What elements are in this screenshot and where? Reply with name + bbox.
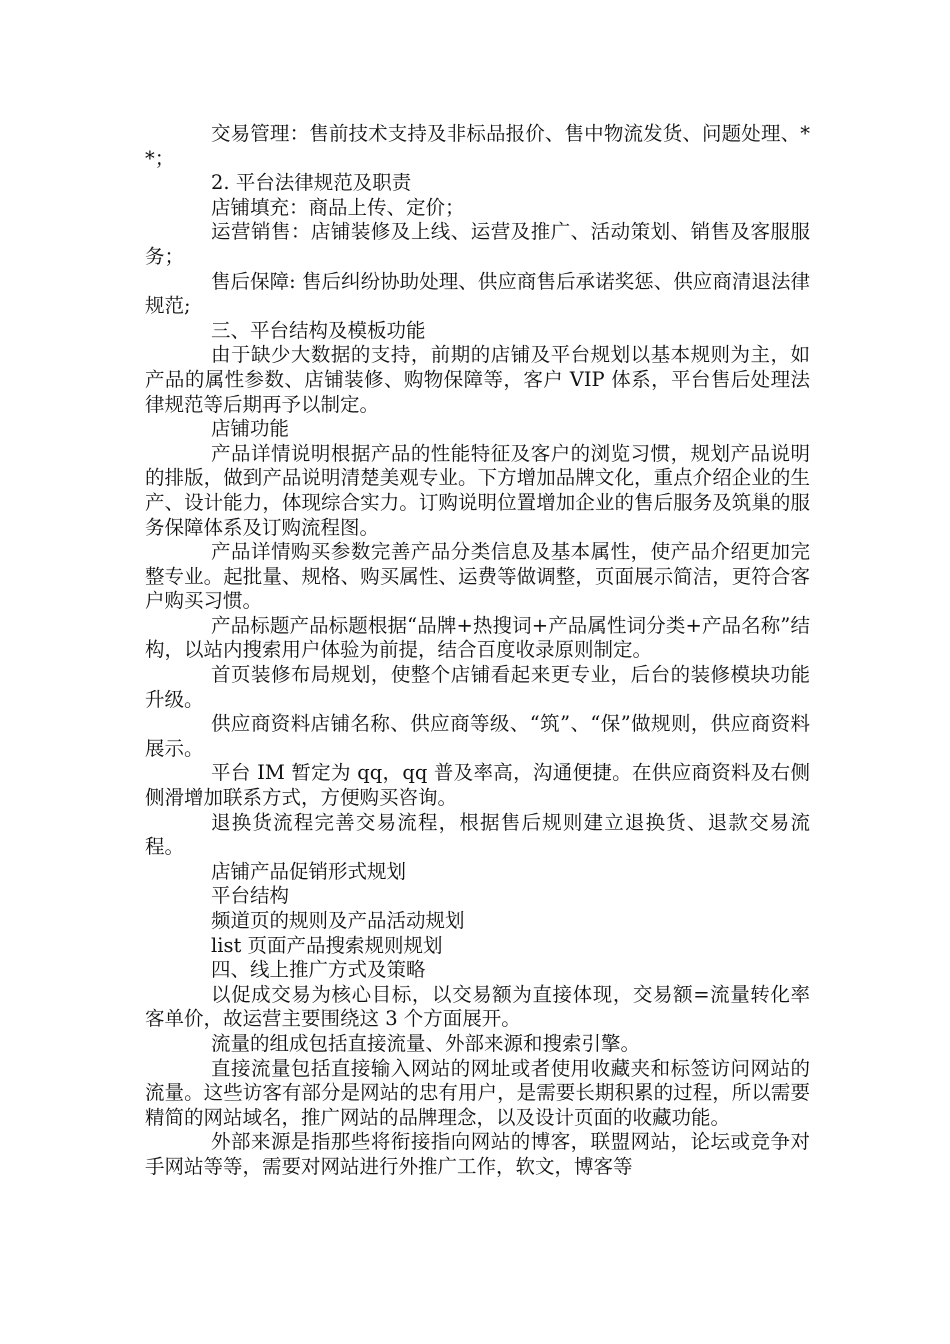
paragraph: 直接流量包括直接输入网站的网址或者使用收藏夹和标签访问网站的流量。这些访客有部分是网站的忠有用户，是需要长期积累的过程，所以需要精简的网站域名，推广网站的品牌理念，以及设计页面的收藏功能。 [145, 1056, 810, 1129]
paragraph: 产品详情说明根据产品的性能特征及客户的浏览习惯，规划产品说明的排版，做到产品说明清楚美观专业。下方增加品牌文化，重点介绍企业的生产、设计能力，体现综合实力。订购说明位置增加企业的售后服务及筑巢的服务保障体系及订购流程图。 [145, 441, 810, 539]
section-heading: 四、线上推广方式及策略 [211, 958, 426, 982]
paragraph: 退换货流程完善交易流程，根据售后规则建立退换货、退款交易流程。 [145, 810, 810, 859]
paragraph: 交易管理：售前技术支持及非标品报价、售中物流发货、问题处理、**； [145, 122, 810, 170]
paragraph: 以促成交易为核心目标，以交易额为直接体现，交易额=流量转化率客单价，故运营主要围绕这 3 个方面展开。 [145, 982, 810, 1031]
subheading: 店铺功能 [211, 417, 290, 441]
document-body [145, 122, 810, 1180]
paragraph: 供应商资料店铺名称、供应商等级、“筑”、“保”做规则，供应商资料展示。 [145, 712, 810, 760]
paragraph: 产品详情购买参数完善产品分类信息及基本属性，使产品介绍更加完整专业。起批量、规格、购买属性、运费等做调整，页面展示简洁，更符合客户购买习惯。 [145, 540, 810, 613]
paragraph: 产品标题产品标题根据“品牌+热搜词+产品属性词分类+产品名称”结构，以站内搜索用户体验为前提，结合百度收录原则制定。 [145, 613, 810, 662]
subheading: 平台结构 [211, 884, 290, 908]
paragraph: 由于缺少大数据的支持，前期的店铺及平台规划以基本规则为主，如产品的属性参数、店铺装修、购物保障等，客户 VIP 体系，平台售后处理法律规范等后期再予以制定。 [145, 343, 810, 416]
paragraph: 外部来源是指那些将衔接指向网站的博客，联盟网站，论坛或竞争对手网站等等，需要对网站进行外推广工作，软文，博客等 [145, 1130, 810, 1178]
section-heading: 三、平台结构及模板功能 [211, 318, 426, 342]
paragraph: 运营销售：店铺装修及上线、运营及推广、活动策划、销售及客服服务； [145, 220, 810, 268]
section-heading: 2. 平台法律规范及职责 [211, 171, 412, 195]
paragraph: 首页装修布局规划，使整个店铺看起来更专业，后台的装修模块功能升级。 [145, 663, 810, 711]
paragraph: 售后保障: 售后纠纷协助处理、供应商售后承诺奖惩、供应商清退法律规范; [145, 269, 810, 318]
subheading: 店铺产品促销形式规划 [211, 859, 407, 883]
subheading: list 页面产品搜索规则规划 [211, 933, 443, 957]
subheading: 频道页的规则及产品活动规划 [211, 909, 465, 932]
paragraph: 平台 IM 暂定为 qq，qq 普及率高，沟通便捷。在供应商资料及右侧侧滑增加联系方式，方便购买咨询。 [145, 761, 810, 810]
paragraph: 店铺填充：商品上传、定价； [211, 195, 465, 219]
paragraph: 流量的组成包括直接流量、外部来源和搜索引擎。 [211, 1031, 641, 1055]
